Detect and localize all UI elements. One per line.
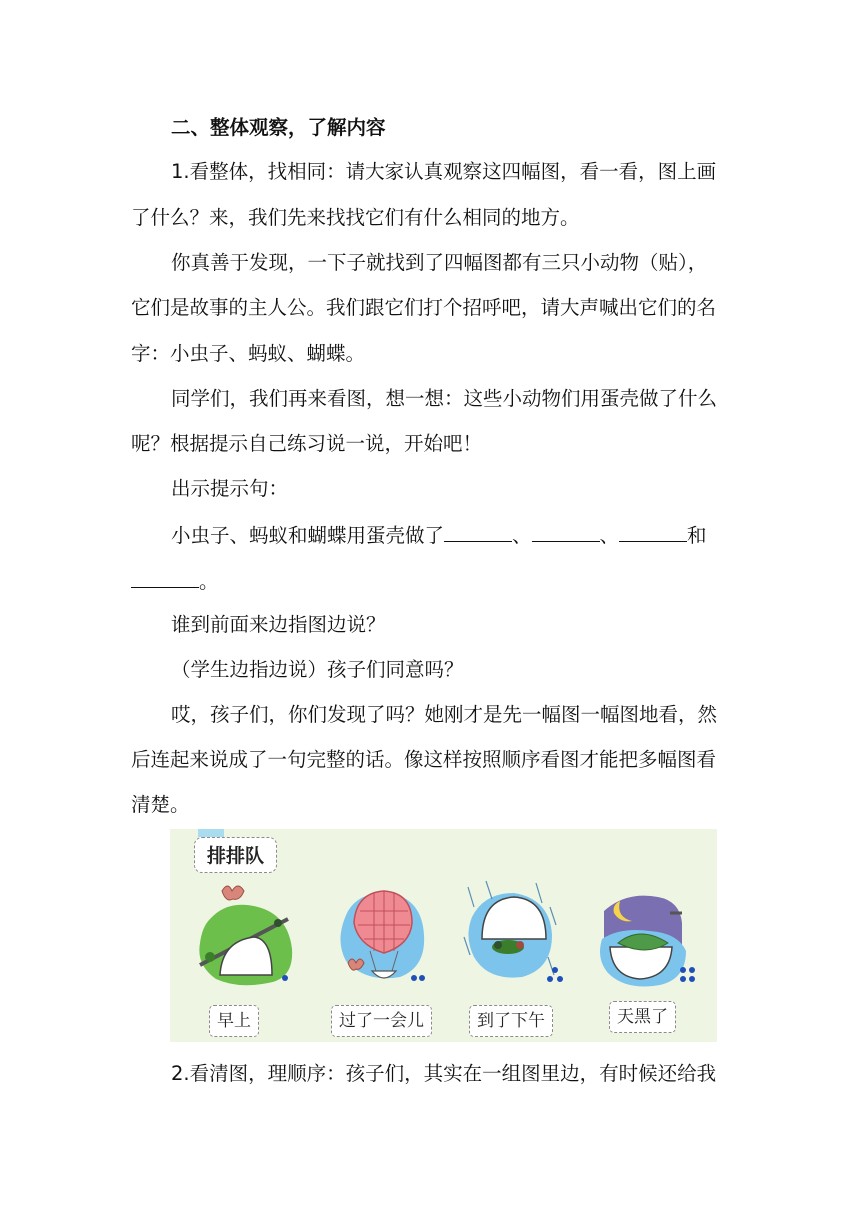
prompt-separator-1: 、 bbox=[512, 524, 532, 547]
prompt-sentence-start: 小虫子、蚂蚁和蝴蝶用蛋壳做了 bbox=[171, 524, 445, 547]
dot-mark bbox=[689, 967, 695, 973]
paragraph-8-line-2: 后连起来说成了一句完整的话。像这样按照顺序看图才能把多幅图看 bbox=[131, 748, 717, 771]
paragraph-9 bbox=[171, 1061, 716, 1087]
paragraph-1-line-2: 了什么？来，我们先来找找它们有什么相同的地方。 bbox=[131, 206, 580, 229]
caption-morning: 早上 bbox=[209, 1005, 259, 1037]
caption-afternoon: 到了下午 bbox=[469, 1005, 553, 1037]
dot-mark bbox=[689, 976, 695, 982]
dots-2 bbox=[410, 971, 428, 985]
dot-mark bbox=[680, 976, 686, 982]
dot-mark bbox=[547, 976, 553, 982]
bug-icon bbox=[205, 952, 215, 962]
paragraph-7: （学生边指边说）孩子们同意吗？ bbox=[171, 658, 464, 681]
butterfly-icon bbox=[222, 886, 244, 900]
ant-icon bbox=[274, 919, 282, 927]
paragraph-9-text: 2.看清图，理顺序：孩子们，其实在一组图里边，有时候还给我 bbox=[171, 1062, 717, 1085]
prompt-and: 和 bbox=[687, 524, 707, 547]
caption-later: 过了一会儿 bbox=[331, 1005, 432, 1037]
paragraph-3-line-1: 同学们，我们再来看图，想一想：这些小动物们用蛋壳做了什么 bbox=[171, 387, 718, 410]
section-title: 二、整体观察，了解内容 bbox=[171, 116, 386, 139]
dot-mark bbox=[680, 967, 686, 973]
prompt-sentence-line-2 bbox=[131, 567, 219, 595]
paragraph-3-line-2: 呢？根据提示自己练习说一说，开始吧！ bbox=[131, 432, 483, 455]
dot-mark bbox=[282, 975, 288, 981]
scene-afternoon-image bbox=[460, 877, 560, 997]
fill-blank-2 bbox=[532, 521, 600, 542]
dots-3 bbox=[546, 965, 564, 985]
prompt-sentence bbox=[171, 521, 707, 549]
dot-mark bbox=[557, 976, 563, 982]
paragraph-2-line-2: 它们是故事的主人公。我们跟它们打个招呼吧，请大声喊出它们的名 bbox=[131, 296, 717, 319]
dots-1 bbox=[278, 971, 292, 985]
fill-blank-4 bbox=[131, 567, 199, 588]
paragraph-2-line-3: 字：小虫子、蚂蚁、蝴蝶。 bbox=[131, 342, 366, 365]
sequence-illustration bbox=[170, 829, 717, 1042]
dot-mark bbox=[552, 967, 558, 973]
butterfly-head-icon bbox=[516, 941, 524, 949]
dot-mark bbox=[419, 975, 425, 981]
prompt-separator-2: 、 bbox=[599, 524, 620, 547]
prompt-sentence-end: 。 bbox=[199, 570, 219, 593]
paragraph-8-line-3: 清楚。 bbox=[131, 793, 190, 816]
title-tab bbox=[198, 829, 224, 837]
paragraph-4: 出示提示句： bbox=[171, 477, 289, 500]
dots-4 bbox=[679, 965, 697, 985]
paragraph-6: 谁到前面来边指图边说？ bbox=[171, 613, 386, 636]
caption-night: 天黑了 bbox=[609, 1001, 676, 1033]
fill-blank-1 bbox=[444, 521, 512, 542]
paragraph-1-line-1: 1.看整体，找相同：请大家认真观察这四幅图，看一看，图上画 bbox=[171, 160, 717, 183]
paragraph-2-line-1: 你真善于发现，一下子就找到了四幅图都有三只小动物（贴）， bbox=[171, 251, 708, 274]
scene-night-image bbox=[590, 887, 690, 997]
fill-blank-3 bbox=[619, 521, 687, 542]
ant-icon bbox=[494, 941, 502, 949]
illustration-title: 排排队 bbox=[194, 837, 277, 873]
paragraph-8-line-1: 哎，孩子们，你们发现了吗？她刚才是先一幅图一幅图地看，然 bbox=[171, 703, 718, 726]
dot-mark bbox=[411, 975, 417, 981]
